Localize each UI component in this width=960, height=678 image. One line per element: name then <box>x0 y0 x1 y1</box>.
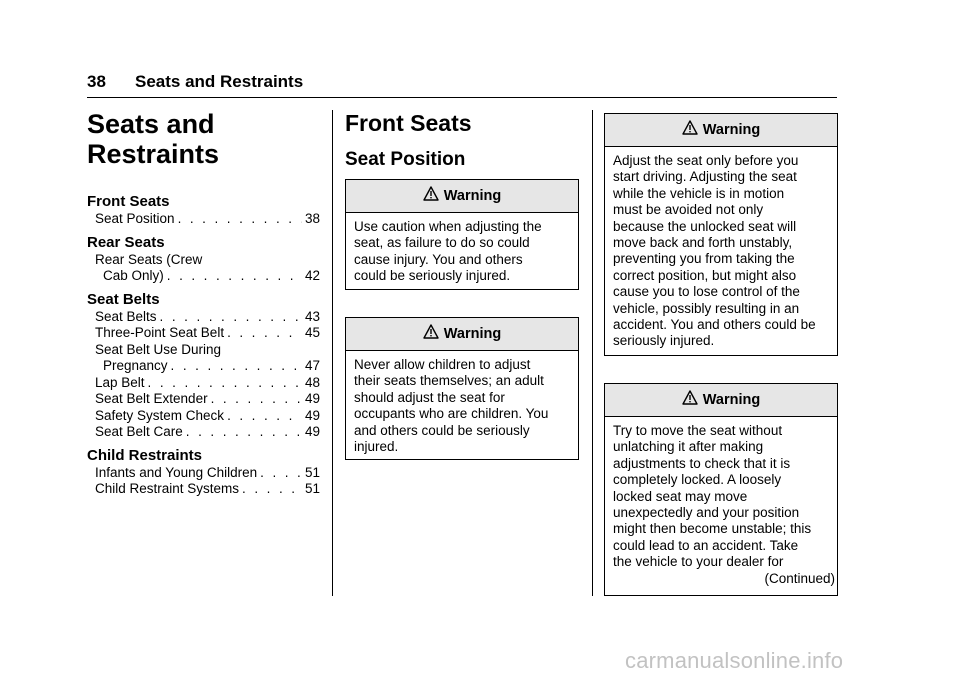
toc-entry-label-continued: Pregnancy <box>103 358 168 373</box>
toc-page-number: 49 <box>304 391 320 406</box>
toc-entry-label: Seat Belts <box>95 308 157 324</box>
warning-header <box>346 180 578 213</box>
warning-text: Adjust the seat only before you start driving. Adjusting the seat while the vehicle is in motion must be avoided not only because the unlocked seat will move back and forth unstably, preventing you from taking the correct position, but might also cause you to lose control of the vehicle, possibly resulting in an accident. You and others could be seriously injured. <box>613 153 816 349</box>
toc-section-heading: Child Restraints <box>87 446 203 464</box>
warning-icon <box>682 120 698 140</box>
toc-entry-label: Seat Belt Care <box>95 424 183 439</box>
watermark: carmanualsonline.info <box>625 648 844 673</box>
toc-page-number: 42 <box>304 268 320 283</box>
toc-entry-label-continued: Cab Only) <box>103 268 164 283</box>
toc-page-number: 45 <box>304 325 320 340</box>
warning-icon <box>423 186 439 206</box>
warning-box <box>345 317 579 460</box>
dot-leader <box>160 309 302 326</box>
subsection-heading: Seat Position <box>345 149 466 170</box>
dot-leader <box>171 358 302 375</box>
toc-entry-label: Seat Belt Extender <box>95 391 208 406</box>
warning-text: Use caution when adjusting the seat, as failure to do so could cause injury. You and others could be seriously injured. <box>354 219 542 284</box>
toc-entry-label: Seat Belt Use During <box>95 341 222 357</box>
toc-entry[interactable] <box>87 424 320 441</box>
toc-section-heading: Rear Seats <box>87 233 165 251</box>
dot-leader <box>211 391 302 408</box>
toc-entry-label: Rear Seats (Crew <box>95 251 203 267</box>
warning-title: Warning <box>702 392 761 408</box>
chapter-contents <box>87 190 320 498</box>
toc-entry[interactable] <box>87 391 320 408</box>
dot-leader <box>178 211 302 228</box>
toc-entry-label: Safety System Check <box>95 407 225 423</box>
toc-page-number: 38 <box>304 211 320 226</box>
toc-entry-label: Child Restraint Systems <box>95 481 240 496</box>
toc-page-number: 48 <box>304 374 320 390</box>
toc-section-heading: Seat Belts <box>87 290 160 308</box>
toc-entry[interactable] <box>87 465 320 482</box>
warning-header <box>605 114 837 147</box>
warning-title: Warning <box>702 122 761 138</box>
warning-header <box>605 384 837 417</box>
dot-leader <box>242 481 302 498</box>
warning-box <box>604 383 838 596</box>
warning-icon <box>423 324 439 344</box>
page-header <box>87 72 837 96</box>
toc-entry[interactable] <box>87 375 320 392</box>
warning-title: Warning <box>443 326 502 342</box>
warning-box <box>604 113 838 356</box>
toc-entry[interactable] <box>87 309 320 326</box>
warning-text: Never allow children to adjust their seats themselves; an adult should adjust the seat for occupants who are children. You and others could be seriously injured. <box>354 357 549 455</box>
warning-title: Warning <box>443 188 502 204</box>
toc-entry[interactable] <box>87 211 320 228</box>
toc-entry[interactable] <box>87 481 320 498</box>
toc-entry[interactable] <box>87 325 320 342</box>
warning-box <box>345 179 579 290</box>
warning-icon <box>682 390 698 410</box>
toc-entry-label: Three-Point Seat Belt <box>95 325 225 340</box>
page-number: 38 <box>87 72 106 91</box>
warning-text: Try to move the seat without unlatching it after making adjustments to check that it is completely locked. A loosely locked seat may move unexpectedly and your position might then become unstable; this could lead to an accident. Take the vehicle to your dealer for <box>613 423 812 570</box>
toc-page-number: 49 <box>304 407 320 423</box>
dot-leader <box>227 325 302 342</box>
toc-entry-label: Seat Position <box>95 211 175 226</box>
toc-entry[interactable] <box>87 408 320 425</box>
running-title: Seats and Restraints <box>135 72 304 91</box>
section-heading: Front Seats <box>345 110 472 136</box>
toc-entry-label: Lap Belt <box>95 374 145 390</box>
toc-page-number: 49 <box>304 424 320 439</box>
toc-entry[interactable] <box>87 252 320 285</box>
warning-header <box>346 318 578 351</box>
dot-leader <box>260 465 302 482</box>
toc-page-number: 51 <box>304 481 320 496</box>
toc-page-number: 51 <box>304 464 320 480</box>
toc-page-number: 47 <box>304 358 320 373</box>
dot-leader <box>167 268 302 285</box>
column-divider-right <box>592 110 593 596</box>
toc-entry-label: Infants and Young Children <box>95 464 258 480</box>
dot-leader <box>148 375 302 392</box>
dot-leader <box>227 408 302 425</box>
column-divider-left <box>332 110 333 596</box>
chapter-title: Seats and Restraints <box>87 109 220 169</box>
toc-section-heading: Front Seats <box>87 193 170 210</box>
toc-page-number: 43 <box>304 308 320 324</box>
toc-entry[interactable] <box>87 342 320 375</box>
dot-leader <box>186 424 302 441</box>
continued-note: (Continued) <box>764 570 835 586</box>
header-divider <box>87 97 837 98</box>
